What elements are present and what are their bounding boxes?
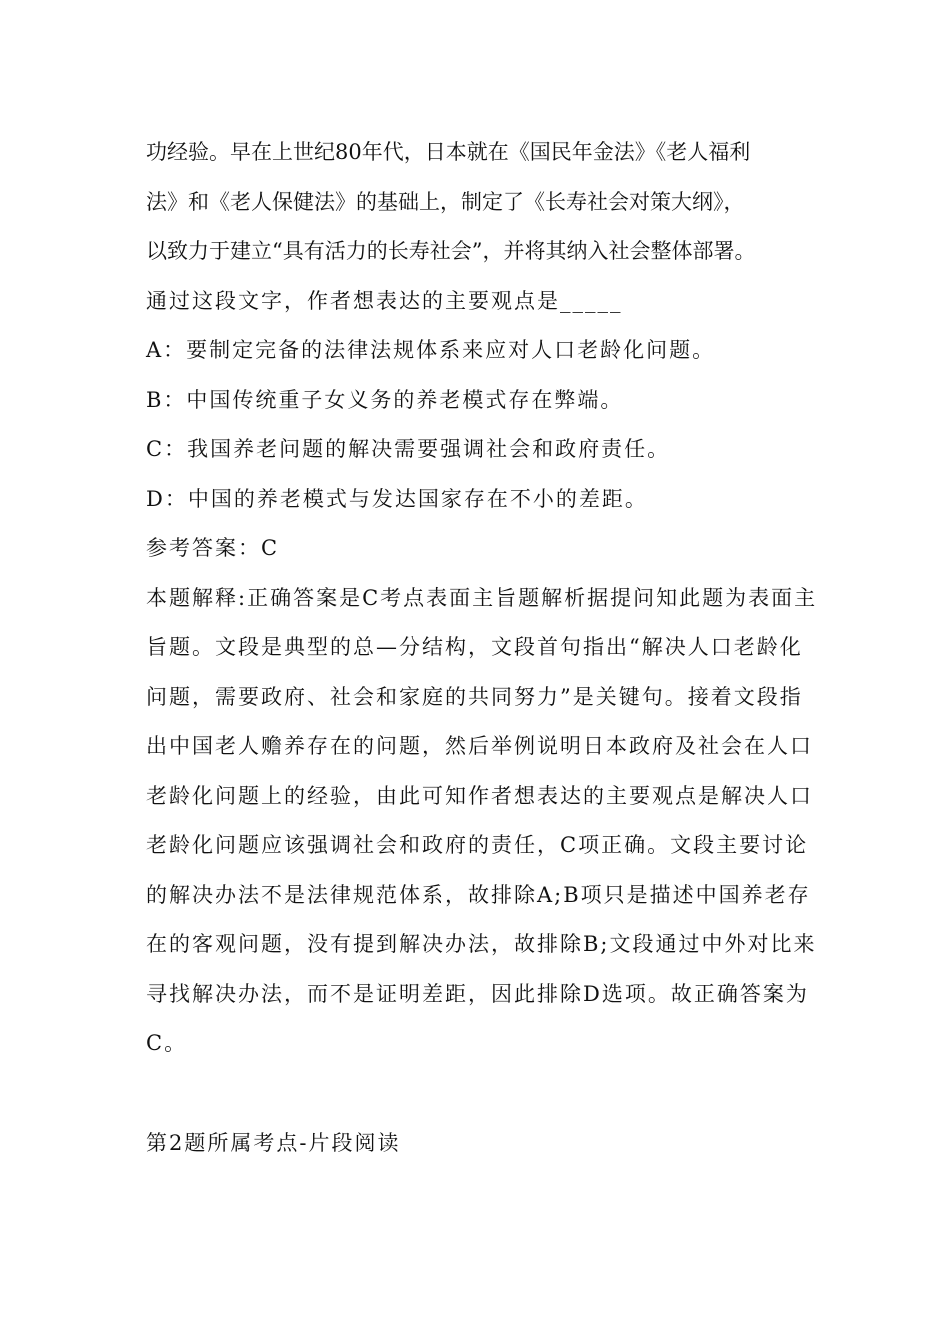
explanation-line: 的解决办法不是法律规范体系，故排除A;B项只是描述中国养老存 [146,882,811,907]
next-topic-heading: 第2题所属考点-片段阅读 [146,1130,401,1155]
passage-line: 功经验。早在上世纪80年代，日本就在《国民年金法》《老人福利 [146,140,751,164]
explanation-line: 老龄化问题上的经验，由此可知作者想表达的主要观点是解决人口 [146,783,813,808]
explanation-line: 旨题。文段是典型的总—分结构，文段首句指出“解决人口老龄化 [146,635,803,659]
option-d: D：中国的养老模式与发达国家存在不小的差距。 [146,486,648,511]
option-a: A：要制定完备的法律法规体系来应对人口老龄化问题。 [146,338,716,362]
explanation-line: C。 [146,1031,188,1055]
option-b: B：中国传统重子女义务的养老模式存在弊端。 [146,387,624,412]
reference-answer: 参考答案：C [146,536,280,560]
explanation-line: 出中国老人赡养存在的问题，然后举例说明日本政府及社会在人口 [146,734,813,758]
passage-line: 法》和《老人保健法》的基础上，制定了《长寿社会对策大纲》， [146,189,745,214]
explanation-line: 在的客观问题，没有提到解决办法，故排除B;文段通过中外对比来 [146,932,817,956]
explanation-line: 问题，需要政府、社会和家庭的共同努力”是关键句。接着文段指 [146,684,803,709]
explanation-line: 老龄化问题应该强调社会和政府的责任，C项正确。文段主要讨论 [146,833,809,857]
explanation-line: 本题解释:正确答案是C考点表面主旨题解析据提问知此题为表面主 [146,585,818,610]
passage-line: 以致力于建立“具有活力的长寿社会”，并将其纳入社会整体部署。 [146,239,756,263]
explanation-line: 寻找解决办法，而不是证明差距，因此排除D选项。故正确答案为 [146,981,809,1006]
option-c: C：我国养老问题的解决需要强调社会和政府责任。 [146,437,671,461]
section-gap [146,1069,836,1119]
question-text: 通过这段文字，作者想表达的主要观点是_____ [146,288,623,313]
document-page [146,128,836,1168]
